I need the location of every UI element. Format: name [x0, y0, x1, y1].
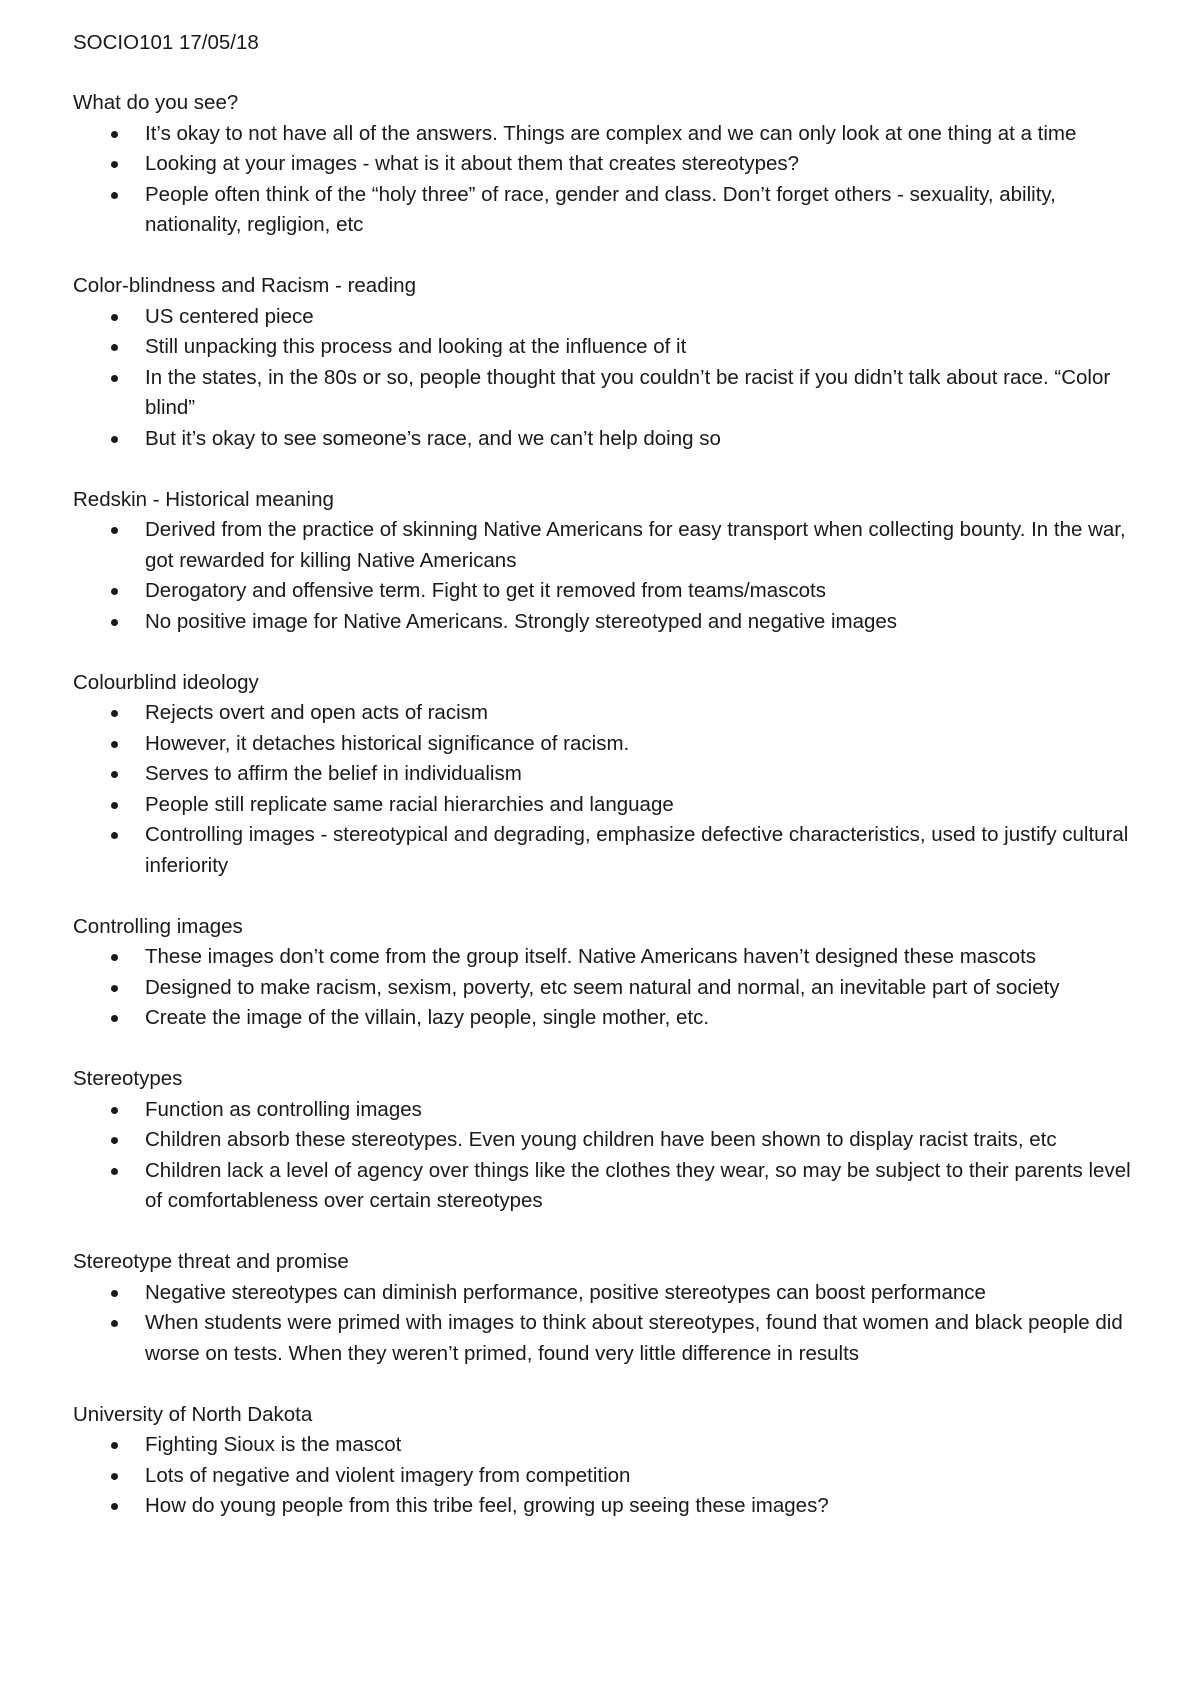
section-heading: Stereotypes	[73, 1067, 183, 1090]
bullet-icon	[111, 1168, 118, 1175]
section-heading: Stereotype threat and promise	[73, 1250, 349, 1273]
list-item-text: Create the image of the villain, lazy people, single mother, etc.	[145, 1006, 710, 1029]
list-item-text: Lots of negative and violent imagery from competition	[145, 1463, 631, 1487]
bullet-icon	[111, 1137, 118, 1144]
bullet-icon	[111, 314, 118, 321]
bullet-icon	[111, 954, 118, 961]
list-item-text: Still unpacking this process and looking at the influence of it	[145, 335, 687, 358]
bullet-icon	[111, 192, 118, 199]
note-section	[73, 668, 1133, 882]
bullet-icon	[111, 1107, 118, 1114]
bullet-icon	[111, 1290, 118, 1297]
section-heading: University of North Dakota	[73, 1402, 313, 1426]
list-item-text: Designed to make racism, sexism, poverty, etc seem natural and normal, an inevitable part of society	[145, 975, 1060, 999]
note-section	[73, 88, 1133, 241]
list-item	[73, 424, 1133, 455]
list-item-text: When students were primed with images to think about stereotypes, found that women and black people did worse on tests. When they weren’t primed, found very little difference in results	[145, 1311, 1123, 1365]
bullet-icon	[111, 1320, 118, 1327]
bullet-list	[73, 1278, 1133, 1370]
list-item-text: Fighting Sioux is the mascot	[145, 1433, 402, 1456]
list-item	[73, 576, 1133, 607]
section-heading: What do you see?	[73, 91, 239, 114]
list-item-text: Derogatory and offensive term. Fight to get it removed from teams/mascots	[145, 579, 826, 602]
bullet-icon	[111, 131, 118, 138]
bullet-list	[73, 942, 1133, 1034]
bullet-icon	[111, 985, 118, 992]
list-item-text: People often think of the “holy three” of race, gender and class. Don’t forget others - sexuality, ability, nationality, regligion, etc	[145, 182, 1056, 236]
list-item	[73, 1430, 1133, 1461]
list-item-text: Controlling images - stereotypical and degrading, emphasize defective characteristics, used to justify cultural inferiority	[145, 823, 1129, 877]
list-item	[73, 363, 1133, 424]
bullet-icon	[111, 588, 118, 595]
list-item	[73, 302, 1133, 333]
document-page	[73, 28, 1133, 1552]
list-item-text: People still replicate same racial hierarchies and language	[145, 792, 674, 816]
list-item-text: US centered piece	[145, 304, 314, 328]
list-item-text: How do young people from this tribe feel, growing up seeing these images?	[145, 1494, 829, 1517]
bullet-icon	[111, 802, 118, 809]
list-item	[73, 1491, 1133, 1522]
bullet-icon	[111, 1442, 118, 1449]
bullet-icon	[111, 1015, 118, 1022]
bullet-icon	[111, 832, 118, 839]
note-section	[73, 1064, 1133, 1217]
bullet-icon	[111, 710, 118, 717]
notes-body	[73, 88, 1133, 1522]
list-item	[73, 1308, 1133, 1369]
note-section	[73, 1247, 1133, 1369]
list-item	[73, 820, 1133, 881]
list-item	[73, 698, 1133, 729]
bullet-icon	[111, 161, 118, 168]
bullet-list	[73, 119, 1133, 241]
list-item-text: Looking at your images - what is it about them that creates stereotypes?	[145, 152, 800, 175]
bullet-icon	[111, 375, 118, 382]
list-item	[73, 790, 1133, 821]
list-item-text: Children lack a level of agency over things like the clothes they wear, so may be subject to their parents level of comfortableness over certain stereotypes	[145, 1158, 1131, 1212]
note-section	[73, 912, 1133, 1034]
bullet-list	[73, 698, 1133, 881]
list-item-text: Negative stereotypes can diminish performance, positive stereotypes can boost performance	[145, 1280, 986, 1304]
list-item	[73, 973, 1133, 1004]
note-section	[73, 271, 1133, 454]
document-title: SOCIO101 17/05/18	[73, 31, 259, 54]
list-item	[73, 515, 1133, 576]
bullet-list	[73, 1095, 1133, 1217]
bullet-icon	[111, 619, 118, 626]
list-item	[73, 1125, 1133, 1156]
section-heading: Colourblind ideology	[73, 670, 259, 694]
list-item-text: In the states, in the 80s or so, people thought that you couldn’t be racist if you didn’t talk about race. “Color blind”	[145, 365, 1111, 419]
list-item-text: No positive image for Native Americans. Strongly stereotyped and negative images	[145, 609, 898, 633]
bullet-list	[73, 515, 1133, 637]
list-item-text: But it’s okay to see someone’s race, and we can’t help doing so	[145, 426, 721, 450]
list-item-text: Derived from the practice of skinning Native Americans for easy transport when collecting bounty. In the war, got rewarded for killing Native Americans	[145, 518, 1126, 572]
note-section	[73, 485, 1133, 638]
list-item	[73, 759, 1133, 790]
bullet-list	[73, 302, 1133, 455]
bullet-list	[73, 1430, 1133, 1522]
list-item	[73, 149, 1133, 180]
bullet-icon	[111, 741, 118, 748]
list-item-text: However, it detaches historical significance of racism.	[145, 731, 630, 755]
list-item	[73, 332, 1133, 363]
list-item	[73, 1003, 1133, 1034]
bullet-icon	[111, 1503, 118, 1510]
note-section	[73, 1400, 1133, 1522]
list-item-text: Function as controlling images	[145, 1097, 422, 1121]
section-heading: Controlling images	[73, 914, 243, 938]
bullet-icon	[111, 344, 118, 351]
list-item-text: It’s okay to not have all of the answers. Things are complex and we can only look at one thing at a time	[145, 121, 1077, 145]
bullet-icon	[111, 1473, 118, 1480]
list-item	[73, 942, 1133, 973]
list-item	[73, 1461, 1133, 1492]
list-item	[73, 180, 1133, 241]
list-item	[73, 119, 1133, 150]
bullet-icon	[111, 436, 118, 443]
list-item	[73, 607, 1133, 638]
section-heading: Redskin - Historical meaning	[73, 487, 334, 511]
bullet-icon	[111, 527, 118, 534]
list-item	[73, 1095, 1133, 1126]
bullet-icon	[111, 771, 118, 778]
list-item	[73, 729, 1133, 760]
list-item	[73, 1278, 1133, 1309]
list-item-text: These images don’t come from the group itself. Native Americans haven’t designed these mascots	[145, 945, 1037, 968]
list-item	[73, 1156, 1133, 1217]
list-item-text: Children absorb these stereotypes. Even young children have been shown to display racist traits, etc	[145, 1128, 1057, 1151]
section-heading: Color-blindness and Racism - reading	[73, 274, 416, 297]
list-item-text: Rejects overt and open acts of racism	[145, 701, 488, 724]
list-item-text: Serves to affirm the belief in individualism	[145, 762, 522, 785]
